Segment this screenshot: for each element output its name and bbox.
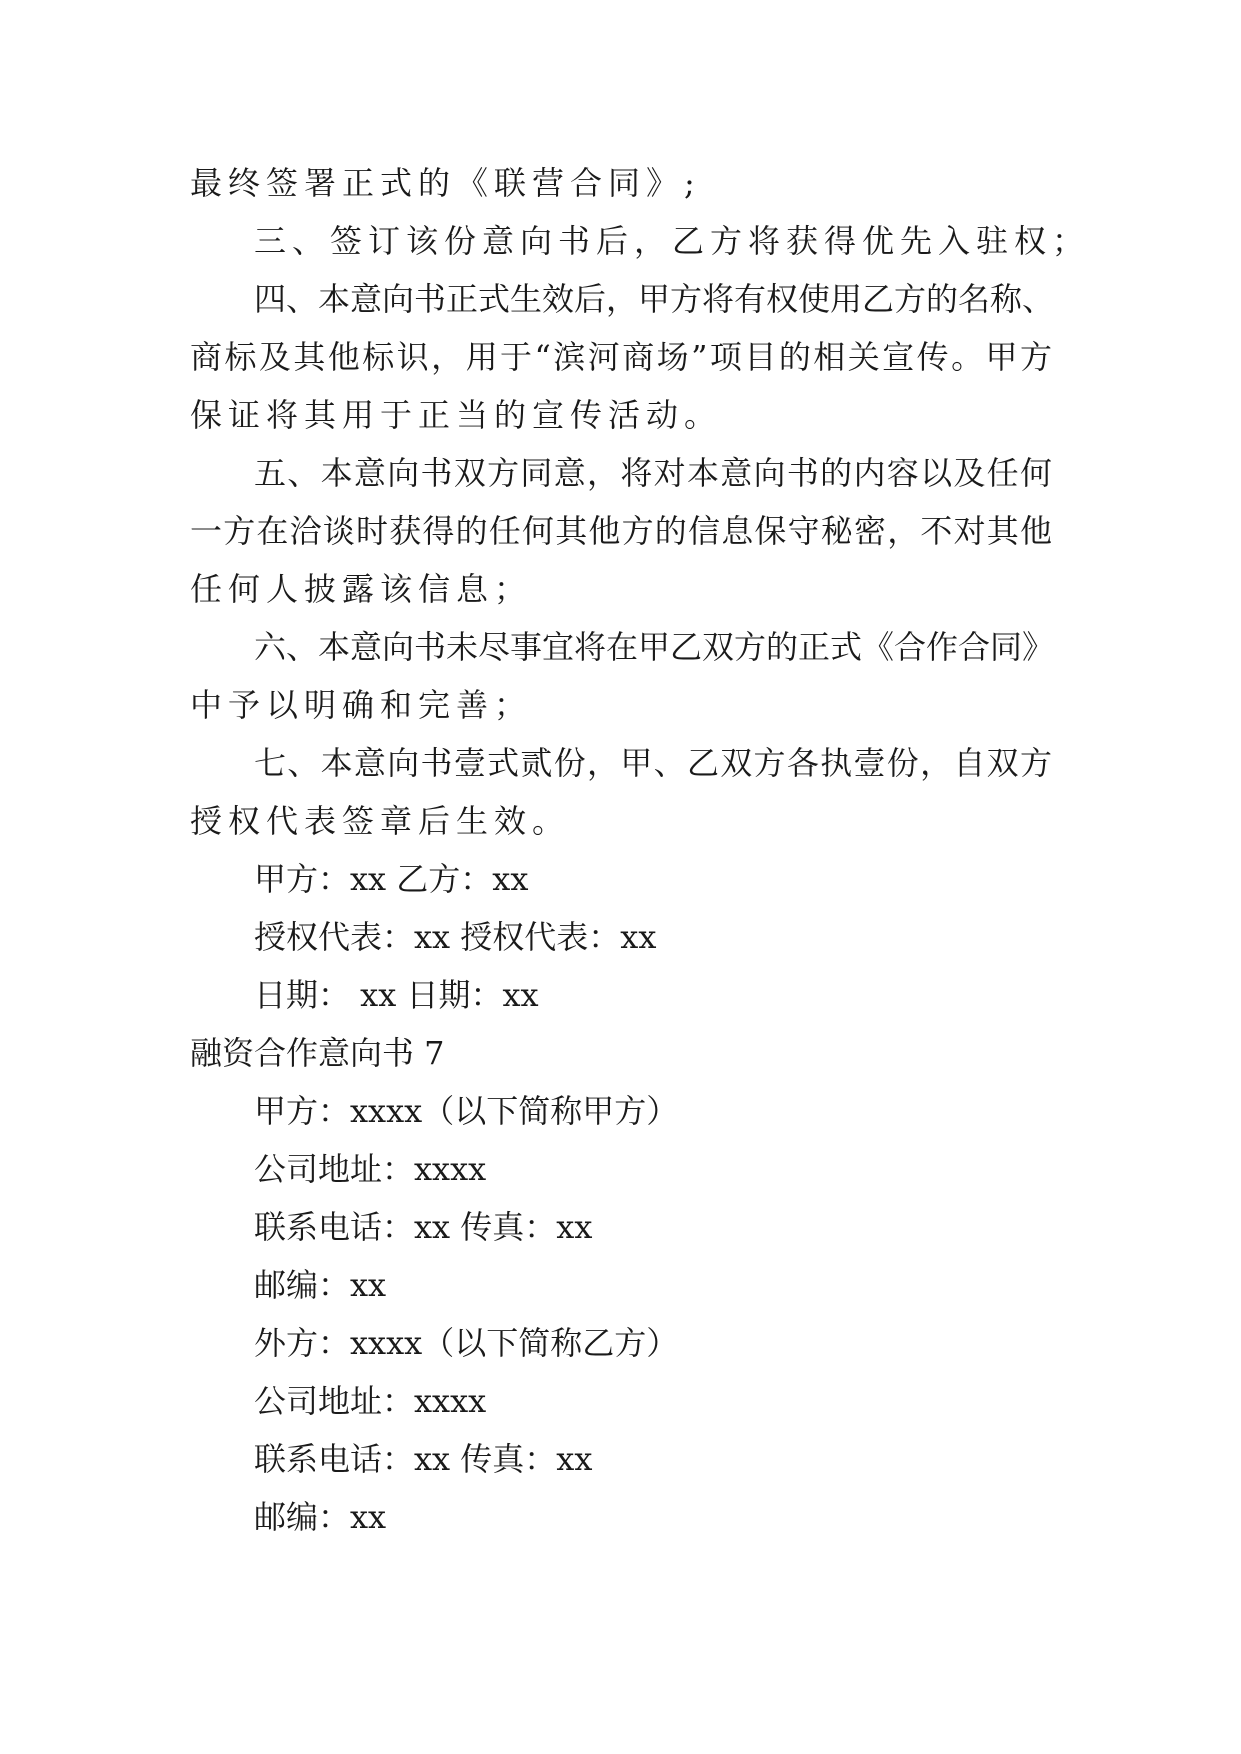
clause-4-line-1: 四、本意向书正式生效后，甲方将有权使用乙方的名称、: [254, 280, 1055, 318]
clause-7-line-2: 授权代表签章后生效。: [190, 802, 571, 840]
clause-4-line-3: 保证将其用于正当的宣传活动。: [190, 396, 723, 434]
party-b-address: 公司地址：xxxx: [254, 1382, 487, 1420]
clause-6-line-2: 中予以明确和完善；: [190, 686, 533, 724]
party-b-postcode: 邮编：xx: [254, 1498, 387, 1536]
section-title: 融资合作意向书 7: [190, 1034, 445, 1072]
party-a-contact: 联系电话：xx 传真：xx: [254, 1208, 593, 1246]
party-a-address: 公司地址：xxxx: [254, 1150, 487, 1188]
party-a-line: 甲方：xxxx（以下简称甲方）: [254, 1092, 679, 1130]
paragraph-line: 最终签署正式的《联营合同》;: [190, 164, 701, 202]
clause-3: 三、签订该份意向书后，乙方将获得优先入驻权；: [254, 222, 1091, 260]
party-signature-line: 甲方：xx 乙方：xx: [254, 860, 529, 898]
clause-4-line-2: 商标及其他标识，用于“滨河商场”项目的相关宣传。甲方: [190, 338, 1052, 376]
representative-line: 授权代表：xx 授权代表：xx: [254, 918, 657, 956]
clause-6-line-1: 六、本意向书未尽事宜将在甲乙双方的正式《合作合同》: [254, 628, 1055, 666]
party-b-line: 外方：xxxx（以下简称乙方）: [254, 1324, 679, 1362]
clause-7-line-1: 七、本意向书壹式贰份，甲、乙双方各执壹份，自双方: [254, 744, 1052, 782]
clause-5-line-1: 五、本意向书双方同意，将对本意向书的内容以及任何: [254, 454, 1052, 492]
party-a-postcode: 邮编：xx: [254, 1266, 387, 1304]
party-b-contact: 联系电话：xx 传真：xx: [254, 1440, 593, 1478]
clause-5-line-2: 一方在洽谈时获得的任何其他方的信息保守秘密，不对其他: [190, 512, 1052, 550]
clause-5-line-3: 任何人披露该信息；: [190, 570, 533, 608]
date-line: 日期： xx 日期：xx: [254, 976, 539, 1014]
